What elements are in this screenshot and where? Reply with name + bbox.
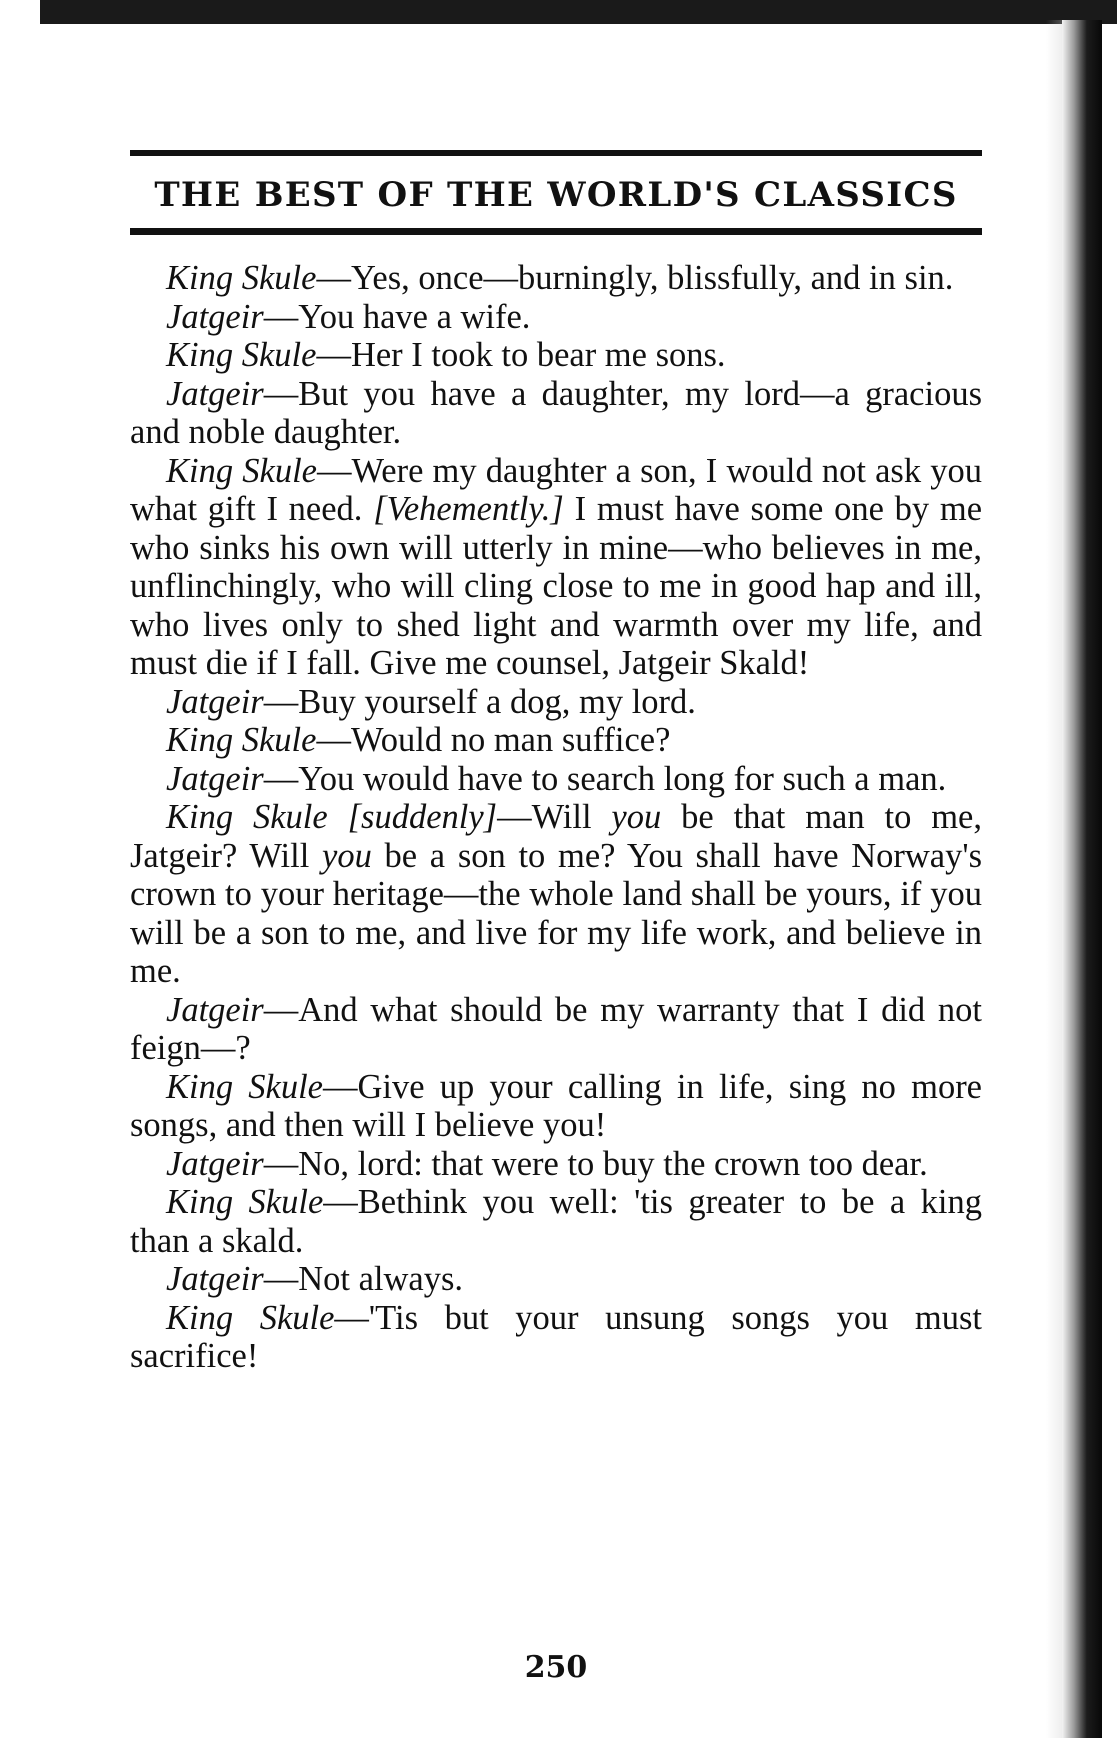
dialogue-line bbox=[130, 1260, 982, 1299]
speech-text: Would no man suffice? bbox=[350, 721, 671, 759]
dialogue-line bbox=[130, 336, 982, 375]
dialogue-line bbox=[130, 1068, 982, 1145]
dialogue-line bbox=[130, 798, 982, 991]
speech-text: You have a wife. bbox=[298, 297, 531, 336]
running-head: THE BEST OF THE WORLD'S CLASSICS bbox=[154, 175, 958, 215]
dialogue-line bbox=[130, 298, 982, 337]
speaker-name: King Skule bbox=[166, 336, 317, 374]
emphasis: you bbox=[322, 836, 372, 875]
speech-text: No, lord: that were to buy the crown too dear. bbox=[298, 1144, 928, 1183]
speaker-name: King Skule bbox=[166, 1183, 324, 1221]
dialogue-line bbox=[130, 259, 982, 298]
speech-dash: — bbox=[263, 297, 299, 336]
dialogue-line bbox=[130, 721, 982, 760]
speaker-name: Jatgeir bbox=[166, 990, 264, 1029]
speaker-name: Jatgeir bbox=[166, 297, 264, 336]
speech-text: be a son to me? You shall have Norway's crown to your heritage—the whole land shall be yours, if you will be a son to me, and live for my life work, and believe in me. bbox=[130, 836, 982, 990]
speech-text: Her I took to bear me sons. bbox=[350, 336, 726, 374]
speech-text: Bethink you well: 'tis greater to be a king than a skald. bbox=[130, 1183, 982, 1260]
speech-text: But you have a daughter, my lord—a gracious and noble daughter. bbox=[130, 374, 982, 451]
page-right-scan-edge bbox=[1062, 20, 1102, 1738]
dialogue-line bbox=[130, 1299, 982, 1376]
speaker-name: Jatgeir bbox=[166, 682, 264, 721]
speaker-name: King Skule bbox=[166, 798, 328, 836]
speech-dash: — bbox=[316, 259, 351, 297]
speech-dash: — bbox=[497, 798, 532, 836]
speech-dash: — bbox=[263, 759, 299, 798]
speaker-name: King Skule bbox=[166, 1298, 335, 1337]
speaker-name: Jatgeir bbox=[166, 374, 264, 413]
dialogue-line bbox=[130, 375, 982, 452]
page-top-scan-edge bbox=[40, 0, 1117, 24]
speech-text: Buy yourself a dog, my lord. bbox=[298, 682, 696, 721]
page-content bbox=[130, 150, 983, 1685]
speech-dash: — bbox=[316, 336, 351, 374]
speech-text: Will bbox=[531, 798, 612, 836]
speech-dash: — bbox=[263, 682, 299, 721]
speech-dash: — bbox=[263, 374, 299, 413]
speech-dash: — bbox=[263, 990, 299, 1029]
speech-dash: — bbox=[323, 1067, 358, 1106]
speech-dash: — bbox=[263, 1260, 299, 1298]
dialogue-line bbox=[130, 683, 982, 722]
dialogue-line bbox=[130, 991, 982, 1068]
dialogue-line bbox=[130, 452, 982, 683]
speech-text: And what should be my warranty that I did not feign—? bbox=[130, 990, 982, 1067]
speech-text: I must have some one by me who sinks his own will utterly in mine—who believes in me, unflinchingly, who will cling close to me in good hap and ill, who lives only to shed light and warmth over my life, and must die if I fall. Give me counsel, Jatgeir Skald! bbox=[130, 490, 983, 682]
dialogue-line bbox=[130, 760, 982, 799]
speaker-name: King Skule bbox=[166, 721, 317, 759]
speech-text: Not always. bbox=[298, 1260, 464, 1298]
stage-direction: [Vehemently.] bbox=[373, 490, 564, 528]
page-number: 250 bbox=[524, 1650, 588, 1685]
speaker-name: Jatgeir bbox=[166, 1144, 264, 1183]
speaker-name: King Skule bbox=[166, 259, 317, 297]
speaker-name: Jatgeir bbox=[166, 1260, 264, 1298]
dialogue-line bbox=[130, 1183, 982, 1260]
speech-text: Give up your calling in life, sing no more songs, and then will I believe you! bbox=[130, 1067, 982, 1144]
speech-text: You would have to search long for such a man. bbox=[298, 759, 947, 798]
speaker-name: Jatgeir bbox=[166, 759, 264, 798]
speech-text: be that man to me, Jatgeir? Will bbox=[130, 798, 982, 875]
speaker-name: King Skule bbox=[166, 451, 317, 490]
header-rule-bottom bbox=[130, 228, 982, 235]
speech-text: Yes, once—burningly, blissfully, and in sin. bbox=[350, 259, 954, 297]
dialogue-text bbox=[130, 259, 982, 1376]
speech-dash: — bbox=[316, 451, 352, 490]
speaker-name: King Skule bbox=[166, 1067, 323, 1106]
speech-dash: — bbox=[323, 1183, 358, 1221]
emphasis: you bbox=[611, 798, 662, 836]
speech-dash: — bbox=[316, 721, 351, 759]
speech-dash: — bbox=[334, 1298, 369, 1337]
stage-direction: [suddenly] bbox=[347, 798, 498, 836]
dialogue-line bbox=[130, 1145, 982, 1184]
speech-text: 'Tis but your unsung songs you must sacrifice! bbox=[130, 1298, 982, 1375]
speech-dash: — bbox=[263, 1144, 299, 1183]
speech-text: Were my daughter a son, I would not ask you what gift I need. bbox=[130, 451, 982, 528]
header-rule-top bbox=[130, 150, 982, 156]
